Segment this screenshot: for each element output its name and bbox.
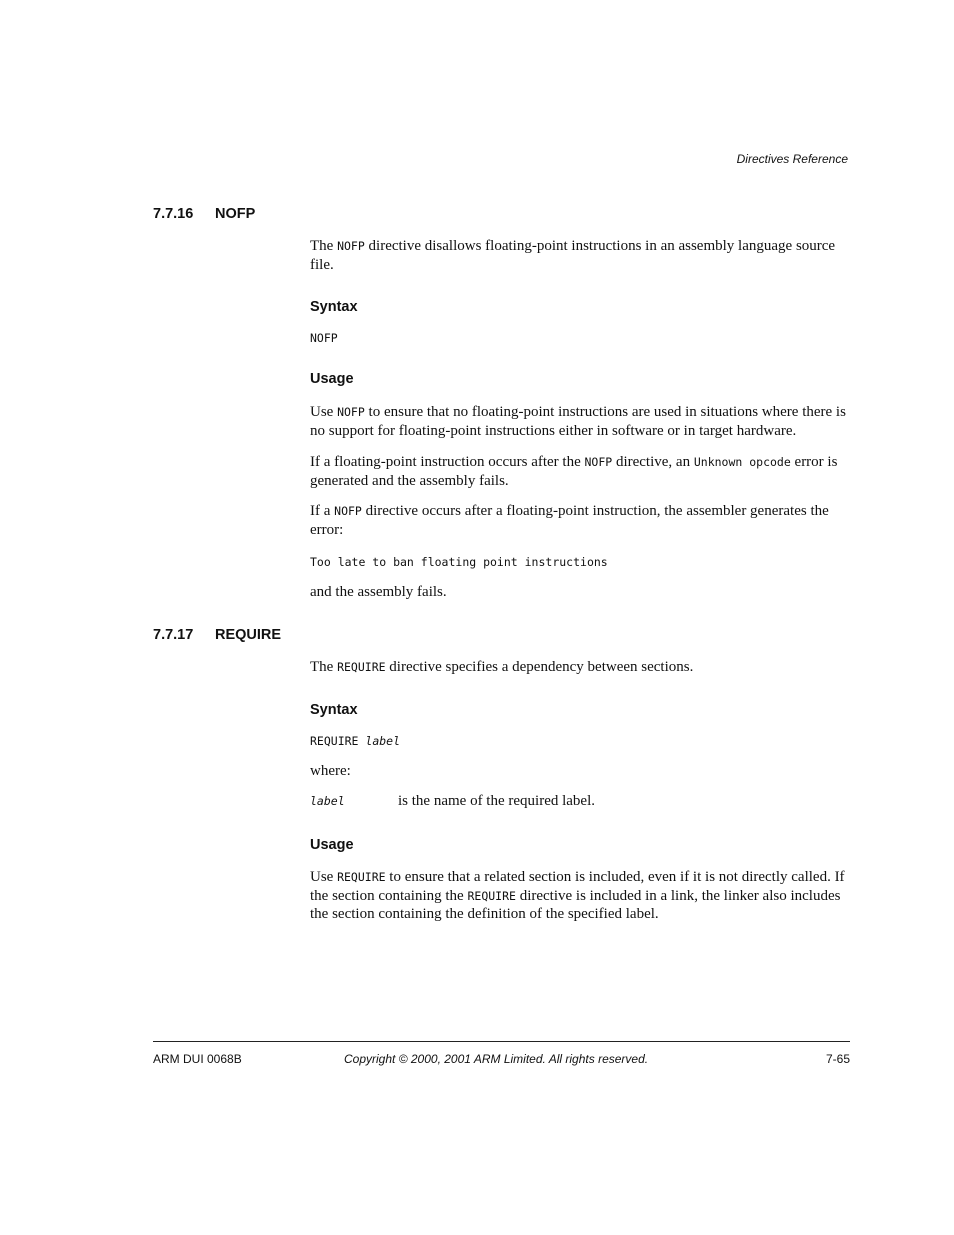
nofp-usage-paragraph-2 bbox=[310, 453, 850, 490]
nofp-syntax-heading: Syntax bbox=[310, 299, 358, 315]
nofp-usage-paragraph-1 bbox=[310, 403, 850, 440]
footer-page-number: 7-65 bbox=[825, 1052, 850, 1066]
nofp-usage-heading-wrap bbox=[310, 371, 850, 387]
require-where-wrap bbox=[310, 762, 850, 781]
nofp-closing-paragraph: and the assembly fails. bbox=[310, 584, 447, 600]
text-run: The bbox=[310, 659, 338, 675]
inline-code: Unknown opcode bbox=[693, 455, 791, 469]
section-number: 7.7.16 bbox=[153, 206, 194, 222]
inline-code: REQUIRE bbox=[337, 660, 386, 674]
require-definition-wrap bbox=[310, 793, 850, 812]
require-usage-p1-wrap bbox=[310, 868, 850, 924]
inline-code: NOFP bbox=[337, 239, 365, 253]
text-run: directive, an bbox=[612, 454, 694, 470]
nofp-usage-heading: Usage bbox=[310, 371, 354, 387]
text-run: If a bbox=[310, 503, 335, 519]
inline-code: REQUIRE bbox=[467, 888, 516, 903]
inline-code: NOFP bbox=[337, 405, 365, 419]
nofp-usage-p3-wrap bbox=[310, 502, 850, 539]
footer-copyright: Copyright © 2000, 2001 ARM Limited. All rights reserved. bbox=[344, 1052, 649, 1066]
text-run: The bbox=[310, 238, 338, 254]
require-syntax-heading-wrap bbox=[310, 702, 850, 718]
footer-doc-id: ARM DUI 0068B bbox=[153, 1052, 242, 1066]
text-run: to ensure that a related section is included, even if it is not directly called. If the section containing the bbox=[310, 869, 845, 904]
definition-row bbox=[310, 793, 850, 812]
running-header: Directives Reference bbox=[736, 152, 848, 166]
nofp-syntax-code: NOFP bbox=[310, 331, 338, 345]
footer-divider bbox=[153, 1041, 850, 1042]
definition-description: is the name of the required label. bbox=[398, 793, 596, 809]
section-heading-nofp bbox=[153, 206, 255, 222]
section-title: REQUIRE bbox=[215, 627, 282, 643]
text-run: Use bbox=[310, 869, 338, 885]
nofp-intro bbox=[310, 237, 850, 274]
require-intro bbox=[310, 658, 850, 677]
text-run: directive is included in a link, the linker also includes the section containing the definition of the specified label. bbox=[310, 887, 841, 922]
text-run: If a floating-point instruction occurs after the bbox=[310, 454, 585, 470]
nofp-intro-paragraph bbox=[310, 237, 850, 274]
require-usage-heading: Usage bbox=[310, 837, 354, 853]
syntax-keyword: REQUIRE bbox=[310, 734, 359, 748]
inline-code: NOFP bbox=[334, 504, 362, 518]
nofp-syntax-heading-wrap bbox=[310, 299, 850, 315]
text-run: directive specifies a dependency between sections. bbox=[385, 659, 694, 675]
nofp-usage-p2-wrap bbox=[310, 453, 850, 490]
section-heading-require bbox=[153, 627, 281, 643]
require-syntax-code bbox=[310, 734, 850, 748]
text-run: directive disallows floating-point instructions in an assembly language source file. bbox=[310, 238, 836, 273]
section-title: NOFP bbox=[215, 206, 256, 222]
nofp-error-wrap bbox=[310, 555, 850, 569]
definition-term: label bbox=[310, 794, 345, 808]
text-run: Use bbox=[310, 404, 338, 420]
require-syntax-heading: Syntax bbox=[310, 702, 358, 718]
require-usage-heading-wrap bbox=[310, 837, 850, 853]
text-run: to ensure that no floating-point instructions are used in situations where there is no support for floating-point instructions either in software or in target hardware. bbox=[310, 404, 846, 439]
nofp-error-message: Too late to ban floating point instructions bbox=[310, 555, 608, 569]
inline-code: NOFP bbox=[584, 455, 613, 469]
nofp-closing-wrap bbox=[310, 583, 850, 602]
nofp-syntax-code-wrap bbox=[310, 331, 850, 345]
require-where-text: where: bbox=[310, 763, 351, 779]
require-intro-paragraph bbox=[310, 658, 850, 677]
text-run: directive occurs after a floating-point instruction, the assembler generates the error: bbox=[310, 503, 829, 538]
syntax-argument: label bbox=[365, 734, 401, 748]
require-usage-paragraph-1 bbox=[310, 868, 850, 924]
nofp-usage-paragraph-3 bbox=[310, 502, 850, 539]
inline-code: REQUIRE bbox=[337, 870, 386, 884]
require-syntax-code-wrap bbox=[310, 734, 850, 748]
text-run: error is generated and the assembly fails. bbox=[310, 454, 838, 489]
nofp-usage-p1-wrap bbox=[310, 403, 850, 440]
section-number: 7.7.17 bbox=[153, 627, 194, 643]
